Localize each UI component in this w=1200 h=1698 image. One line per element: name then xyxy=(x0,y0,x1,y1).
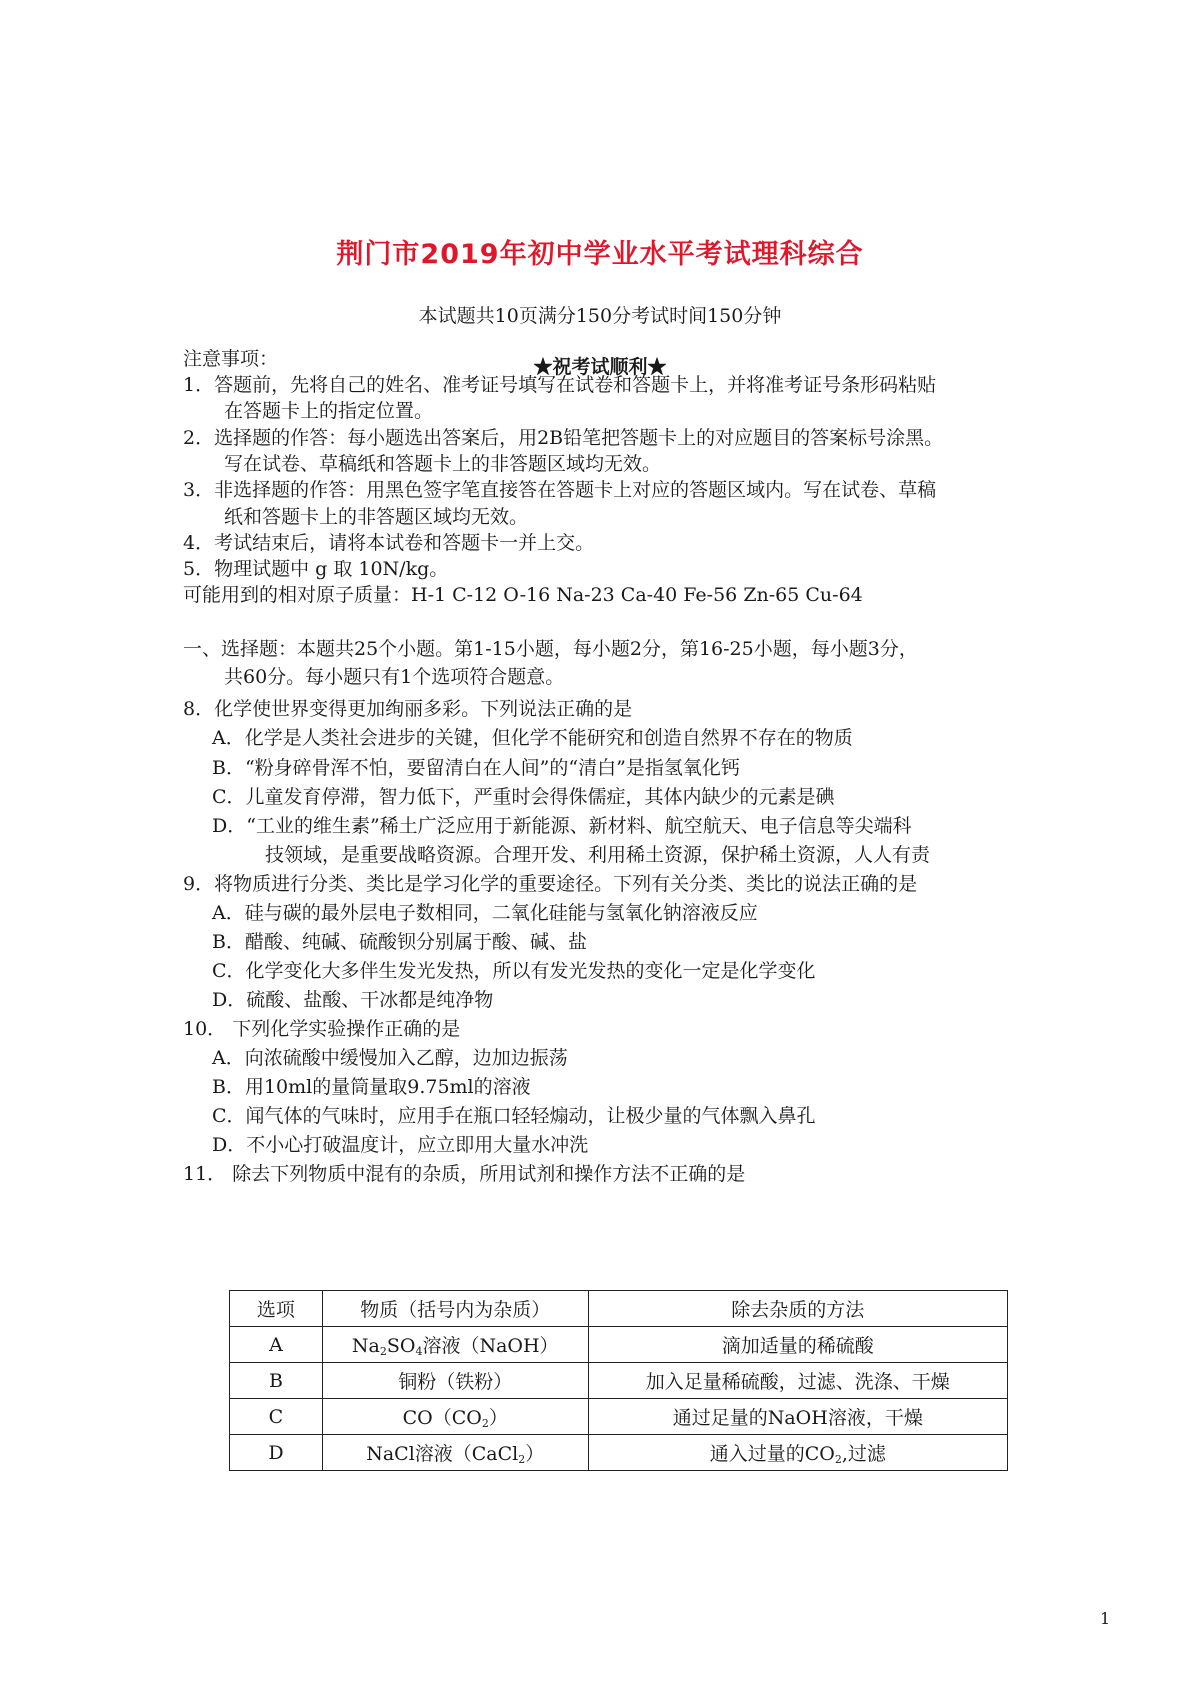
note-item: 2．选择题的作答：每小题选出答案后，用2B铅笔把答题卡上的对应题目的答案标号涂黑。 xyxy=(183,427,944,449)
good-luck-banner: ★祝考试顺利★ xyxy=(533,356,667,378)
question-9-option: C．化学变化大多伴生发光发热，所以有发光发热的变化一定是化学变化 xyxy=(212,960,816,982)
table-row xyxy=(230,1399,1008,1435)
table-header: 选项 xyxy=(230,1291,323,1327)
table-row xyxy=(230,1327,1008,1363)
note-item: 5．物理试题中 g 取 10N/kg。 xyxy=(183,558,449,580)
table-header-row xyxy=(230,1291,1008,1327)
substance-cell: $CO(CO_2)$ xyxy=(322,1399,588,1435)
table-row xyxy=(230,1363,1008,1399)
exam-subtitle: 本试题共10页满分150分考试时间150分钟 xyxy=(418,305,782,327)
question-11-stem: 11． 除去下列物质中混有的杂质，所用试剂和操作方法不正确的是 xyxy=(183,1163,746,1185)
question-8-option: 技领域，是重要战略资源。合理开发、利用稀土资源，保护稀土资源，人人有责 xyxy=(265,844,931,866)
note-item: 在答题卡上的指定位置。 xyxy=(224,400,434,422)
substance-cell: 铜粉（铁粉） xyxy=(322,1363,588,1399)
page-title: 荆门市2019年初中学业水平考试理科综合 xyxy=(336,239,864,270)
question-8-option: C．儿童发育停滞，智力低下，严重时会得侏儒症，其体内缺少的元素是碘 xyxy=(212,786,835,808)
question-9-option: D．硫酸、盐酸、干冰都是纯净物 xyxy=(212,989,494,1011)
option-cell: C xyxy=(230,1399,323,1435)
impurity-removal-table xyxy=(229,1290,1008,1471)
note-item: 写在试卷、草稿纸和答题卡上的非答题区域均无效。 xyxy=(224,453,662,475)
question-9-option: A．硅与碳的最外层电子数相同，二氧化硅能与氢氧化钠溶液反应 xyxy=(212,902,758,924)
method-cell: 加入足量稀硫酸，过滤、洗涤、干燥 xyxy=(588,1363,1007,1399)
option-cell: D xyxy=(230,1435,323,1471)
question-9-option: B．醋酸、纯碱、硫酸钡分别属于酸、碱、盐 xyxy=(212,931,587,953)
section-instructions: 共60分。每小题只有1个选项符合题意。 xyxy=(224,666,565,688)
note-item: 3．非选择题的作答：用黑色签字笔直接答在答题卡上对应的答题区域内。写在试卷、草稿 xyxy=(183,479,937,501)
method-cell: 通过足量的NaOH溶液，干燥 xyxy=(588,1399,1007,1435)
question-10-option: A．向浓硫酸中缓慢加入乙醇，边加边振荡 xyxy=(212,1047,568,1069)
option-cell: B xyxy=(230,1363,323,1399)
notes-heading: 注意事项： xyxy=(183,348,279,370)
note-item: 4．考试结束后，请将本试卷和答题卡一并上交。 xyxy=(183,532,595,554)
note-item: 1．答题前，先将自己的姓名、准考证号填写在试卷和答题卡上，并将准考证号条形码粘贴 xyxy=(183,374,937,396)
question-10-option: D．不小心打破温度计，应立即用大量水冲洗 xyxy=(212,1134,589,1156)
table-header: 除去杂质的方法 xyxy=(588,1291,1007,1327)
table-row xyxy=(230,1435,1008,1471)
question-10-stem: 10． 下列化学实验操作正确的是 xyxy=(183,1018,461,1040)
substance-cell: NaCl溶液（CaCl$_2$） xyxy=(322,1435,588,1471)
atomic-masses: 可能用到的相对原子质量：H-1 C-12 O-16 Na-23 Ca-40 Fe-56 Zn-65 Cu-64 xyxy=(183,584,863,606)
page-number: 1 xyxy=(1100,1609,1111,1628)
question-8-option: D．“工业的维生素”稀土广泛应用于新能源、新材料、航空航天、电子信息等尖端科 xyxy=(212,815,912,837)
section-instructions: 一、选择题：本题共25个小题。第1-15小题，每小题2分，第16-25小题，每小题3分， xyxy=(183,638,918,660)
table-header: 物质（括号内为杂质） xyxy=(322,1291,588,1327)
method-cell: 滴加适量的稀硫酸 xyxy=(588,1327,1007,1363)
question-10-option: B．用10ml的量筒量取9.75ml的溶液 xyxy=(212,1076,531,1098)
substance-cell: $Na_2SO_4$溶液（NaOH） xyxy=(322,1327,588,1363)
question-9-stem: 9．将物质进行分类、类比是学习化学的重要途径。下列有关分类、类比的说法正确的是 xyxy=(183,873,918,895)
question-8-option: B．“粉身碎骨浑不怕，要留清白在人间”的“清白”是指氢氧化钙 xyxy=(212,757,740,779)
method-cell: 通入过量的$CO_2$,过滤 xyxy=(588,1435,1007,1471)
question-8-stem: 8．化学使世界变得更加绚丽多彩。下列说法正确的是 xyxy=(183,698,633,720)
question-10-option: C．闻气体的气味时，应用手在瓶口轻轻煽动，让极少量的气体飘入鼻孔 xyxy=(212,1105,816,1127)
note-item: 纸和答题卡上的非答题区域均无效。 xyxy=(224,506,529,528)
option-cell: A xyxy=(230,1327,323,1363)
question-8-option: A．化学是人类社会进步的关键，但化学不能研究和创造自然界不存在的物质 xyxy=(212,727,853,749)
